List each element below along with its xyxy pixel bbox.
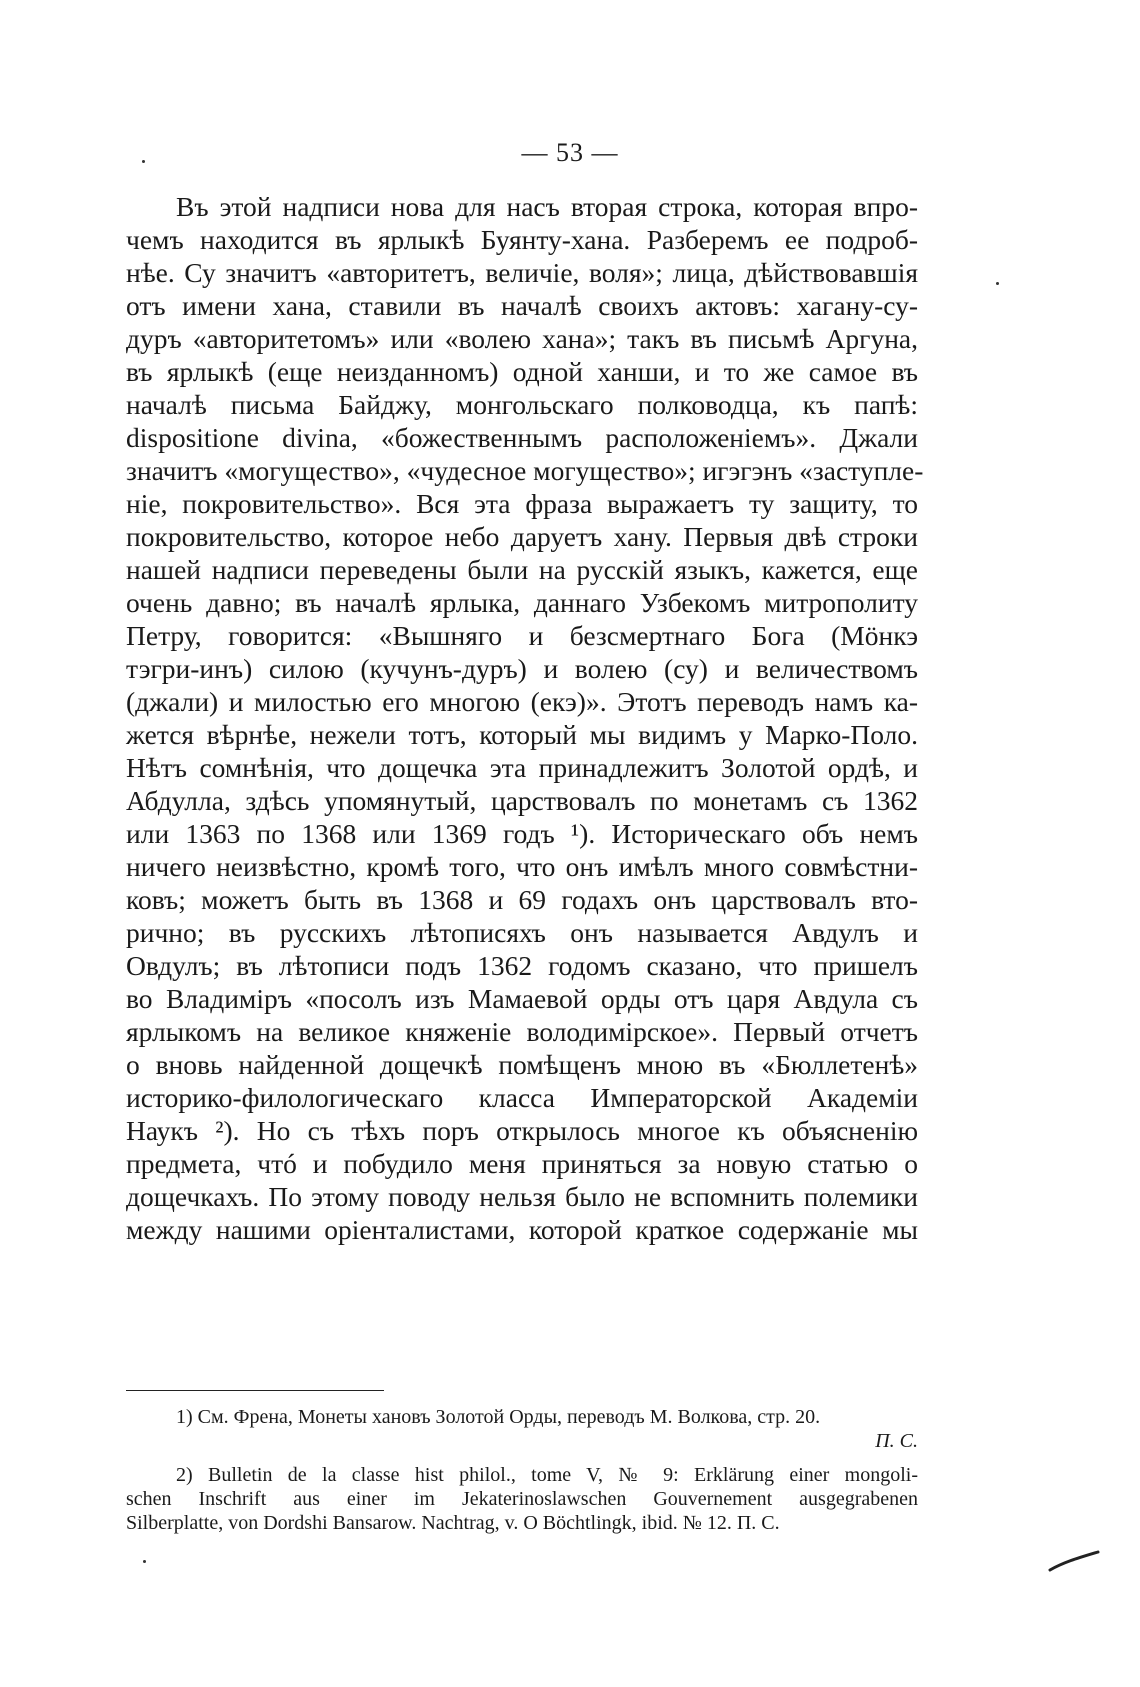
footnote-divider	[126, 1390, 384, 1391]
text-line: дощечкахъ. По этому поводу нельзя было не вспомнить полемики	[126, 1181, 918, 1212]
text-line: Наукъ ²). Но съ тѣхъ поръ открылось многое къ объясненію	[126, 1115, 918, 1146]
scan-speck	[143, 1560, 146, 1563]
scan-speck	[142, 160, 145, 163]
footnotes	[126, 1405, 918, 1535]
ink-mark	[1046, 1546, 1106, 1576]
text-line: Въ этой надписи нова для насъ вторая строка, которая впро-	[176, 191, 918, 222]
text-line: отъ имени хана, ставили въ началѣ своихъ актовъ: хагану-су-	[126, 290, 918, 321]
text-line: ярлыкомъ на великое княженіе володимірское». Первый отчетъ	[126, 1016, 918, 1047]
text-line: значитъ «могущество», «чудесное могущество»; игэгэнъ «заступле-	[126, 455, 924, 486]
text-line: (джали) и милостью его многою (екэ)». Этотъ переводъ намъ ка-	[126, 686, 918, 717]
text-line: Абдулла, здѣсь упомянутый, царствовалъ по монетамъ съ 1362	[126, 785, 918, 816]
text-line: ніе, покровительство». Вся эта фраза выражаетъ ту защиту, то	[126, 488, 918, 519]
text-line: историко-филологическаго класса Императорской Академіи	[126, 1082, 918, 1113]
footnote-2-line: Silberplatte, von Dordshi Bansarow. Nachtrag, v. O Böchtlingk, ibid. № 12. П. С.	[126, 1512, 780, 1534]
text-line: нѣе. Су значитъ «авторитетъ, величіе, воля»; лица, дѣйствовавшія	[126, 257, 918, 288]
footnote-1: 1) См. Френа, Монеты хановъ Золотой Орды, переводъ М. Волкова, стр. 20.	[176, 1406, 821, 1428]
text-line: дуръ «авторитетомъ» или «волею хана»; такъ въ письмѣ Аргуна,	[126, 323, 918, 354]
text-line: Овдулъ; въ лѣтописи подъ 1362 годомъ сказано, что пришелъ	[126, 950, 918, 981]
text-line: жется вѣрнѣе, нежели тотъ, который мы видимъ у Марко-Поло.	[126, 719, 918, 750]
text-line: началѣ письма Байджу, монгольскаго полководца, къ папѣ:	[126, 389, 918, 420]
text-line: ничего неизвѣстно, кромѣ того, что онъ имѣлъ много совмѣстни-	[126, 851, 918, 882]
text-line: нашей надписи переведены были на русскій языкъ, кажется, еще	[126, 554, 918, 585]
scan-speck	[996, 282, 999, 285]
text-line: предмета, чтó и побудило меня приняться за новую статью о	[126, 1148, 918, 1179]
text-line: между нашими оріенталистами, которой краткое содержаніе мы	[126, 1214, 918, 1245]
text-line: dispositione divina, «божественнымъ расположеніемъ». Джали	[126, 422, 918, 453]
text-line: въ ярлыкѣ (еще неизданномъ) одной ханши, и то же самое въ	[126, 356, 918, 387]
body-text	[126, 190, 924, 1246]
footnote-2-line: schen Inschrift aus einer im Jekaterinoslawschen Gouvernement ausgegrabenen	[126, 1488, 918, 1510]
footnote-1-signature: П. С.	[875, 1430, 918, 1452]
text-line: ковъ; можетъ быть въ 1368 и 69 годахъ онъ царствовалъ вто-	[126, 884, 918, 915]
text-line: Петру, говорится: «Вышняго и безсмертнаго Бога (Мöнкэ	[126, 620, 918, 651]
text-line: или 1363 по 1368 или 1369 годъ ¹). Историческаго объ немъ	[126, 818, 918, 849]
text-line: покровительство, которое небо даруетъ хану. Первыя двѣ строки	[126, 521, 918, 552]
text-line: во Владиміръ «посолъ изъ Мамаевой орды отъ царя Авдула съ	[126, 983, 918, 1014]
text-line: о вновь найденной дощечкѣ помѣщенъ мною въ «Бюллетенѣ»	[126, 1049, 918, 1080]
page-number: — 53 —	[521, 138, 619, 167]
text-line: чемъ находится въ ярлыкѣ Буянту-хана. Разберемъ ее подроб-	[126, 224, 918, 255]
text-line: тэгри-инъ) силою (кучунъ-дуръ) и волею (су) и величествомъ	[126, 653, 918, 684]
text-line: Нѣтъ сомнѣнія, что дощечка эта принадлежитъ Золотой ордѣ, и	[126, 752, 918, 783]
text-line: очень давно; въ началѣ ярлыка, даннаго Узбекомъ митрополиту	[126, 587, 918, 618]
footnote-2: 2) Bulletin de la classe hist philol., tome V, № 9: Erklärung einer mongoli-	[176, 1464, 918, 1486]
text-line: рично; въ русскихъ лѣтописяхъ онъ называется Авдулъ и	[126, 917, 918, 948]
